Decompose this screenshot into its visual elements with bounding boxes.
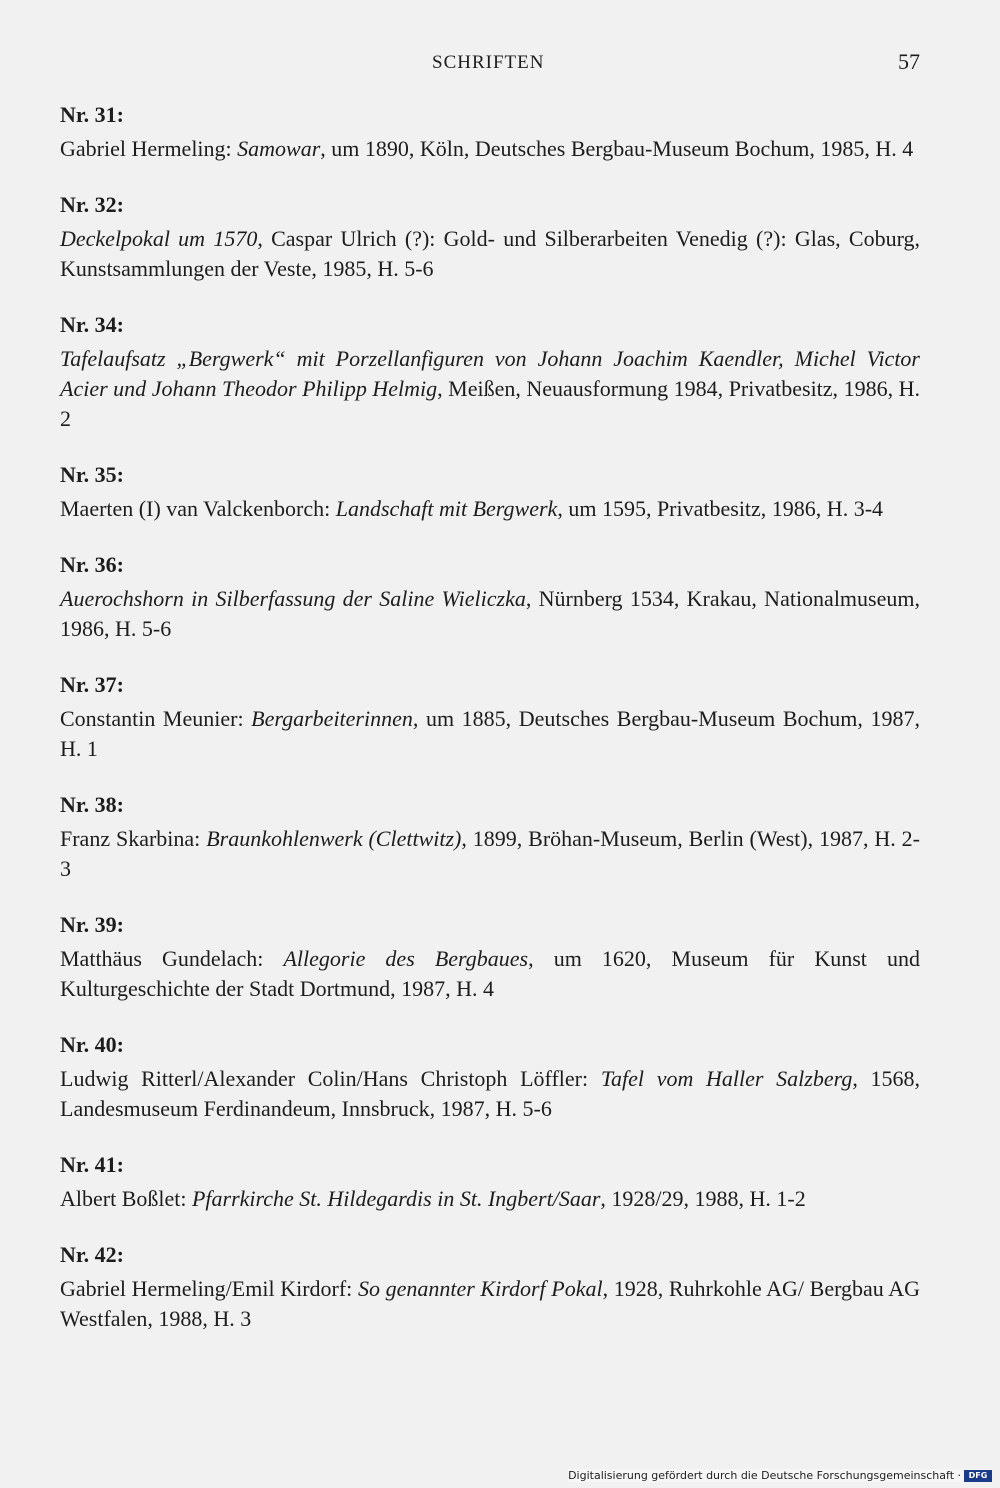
entry-text-segment: , um 1890, Köln, Deutsches Bergbau-Museum Bochum, 1985, H. 4 [320,136,914,161]
entry-text-segment: , um 1595, Privatbesitz, 1986, H. 3-4 [557,496,884,521]
digitization-footer [568,1469,992,1482]
entry-heading: Nr. 39: [60,912,124,937]
entry-heading: Nr. 38: [60,792,124,817]
entry-text [60,1274,920,1334]
entry-text [60,824,920,884]
page-number: 57 [898,49,920,74]
entry-text [60,704,920,764]
list-item [60,1150,920,1214]
entry-text-segment: Gabriel Hermeling: [60,136,238,161]
entry-title-italic: Deckelpokal um 1570 [60,226,258,251]
running-head [0,49,1000,76]
entry-text-segment: , um 1620, Museum für Kunst und Kulturgeschichte der Stadt Dortmund, 1987, H. 4 [60,946,920,1001]
entry-heading: Nr. 40: [60,1032,124,1057]
entry-title-italic: Pfarrkirche St. Hildegardis in St. Ingbert/Saar [191,1186,601,1211]
entry-title-italic: So genannter Kirdorf Pokal [357,1276,603,1301]
entry-heading: Nr. 35: [60,462,124,487]
entry-title-italic: Samowar [237,136,321,161]
entry-text-segment: , um 1885, Deutsches Bergbau-Museum Bochum, 1987, H. 1 [60,706,920,761]
list-item [60,790,920,884]
list-item [60,1240,920,1334]
entry-title-italic: Braunkohlenwerk (Clettwitz) [206,826,462,851]
entry-text-segment: , Nürnberg 1534, Krakau, Nationalmuseum, 1986, H. 5-6 [60,586,920,641]
entry-heading: Nr. 36: [60,552,124,577]
entry-text [60,584,920,644]
entry-text [60,344,920,434]
entry-text-segment: Maerten (I) van Valckenborch: [60,496,336,521]
list-item [60,670,920,764]
list-item [60,550,920,644]
entry-heading: Nr. 34: [60,312,124,337]
entry-title-italic: Bergarbeiterinnen [251,706,413,731]
entry-heading: Nr. 42: [60,1242,124,1267]
entry-text-segment: Constantin Meunier: [60,706,252,731]
entry-heading: Nr. 41: [60,1152,124,1177]
list-item [60,1030,920,1124]
entry-text-segment: , 1568, Landesmuseum Ferdinandeum, Innsbruck, 1987, H. 5-6 [60,1066,921,1121]
list-item [60,460,920,524]
entry-text [60,1184,920,1214]
entry-text [60,1064,920,1124]
entry-text [60,224,920,284]
entry-text [60,944,920,1004]
entry-text-segment: , 1928, Ruhrkohle AG/ Bergbau AG Westfalen, 1988, H. 3 [60,1276,920,1331]
list-item [60,190,920,284]
entry-text-segment: Gabriel Hermeling/Emil Kirdorf: [60,1276,358,1301]
entry-text-segment: , 1928/29, 1988, H. 1-2 [600,1186,806,1211]
entry-title-italic: Allegorie des Bergbaues [283,946,529,971]
footer-text: Digitalisierung gefördert durch die Deutsche Forschungsgemeinschaft · [568,1469,961,1482]
entry-text-segment: Albert Boßlet: [60,1186,192,1211]
dfg-logo: DFG [964,1470,992,1482]
running-title: SCHRIFTEN [432,52,545,73]
entry-text-segment: Franz Skarbina: [60,826,207,851]
list-item [60,100,920,164]
entry-text [60,134,920,164]
entry-title-italic: Auerochshorn in Silberfassung der Saline Wieliczka [60,586,526,611]
list-item [60,910,920,1004]
entry-heading: Nr. 37: [60,672,124,697]
entry-title-italic: Tafel vom Haller Salzberg [600,1066,853,1091]
entry-text [60,494,920,524]
entry-list [60,100,920,1360]
entry-text-segment: , Caspar Ulrich (?): Gold- und Silberarbeiten Venedig (?): Glas, Coburg, Kunstsammlungen der Veste, 1985, H. 5-6 [60,226,920,281]
entry-title-italic: Landschaft mit Bergwerk [335,496,558,521]
entry-heading: Nr. 32: [60,192,124,217]
entry-heading: Nr. 31: [60,102,124,127]
entry-text-segment: Ludwig Ritterl/Alexander Colin/Hans Christoph Löffler: [60,1066,601,1091]
list-item [60,310,920,434]
entry-text-segment: Matthäus Gundelach: [60,946,284,971]
entry-text-segment: , 1899, Bröhan-Museum, Berlin (West), 1987, H. 2-3 [60,826,920,881]
entry-title-italic: Tafelaufsatz „Bergwerk“ mit Porzellanfiguren von Johann Joachim Kaendler, Michel Victor Acier und Johann Theodor Philipp Helmig [60,346,920,401]
entry-text-segment: , Meißen, Neuausformung 1984, Privatbesitz, 1986, H. 2 [60,376,920,431]
